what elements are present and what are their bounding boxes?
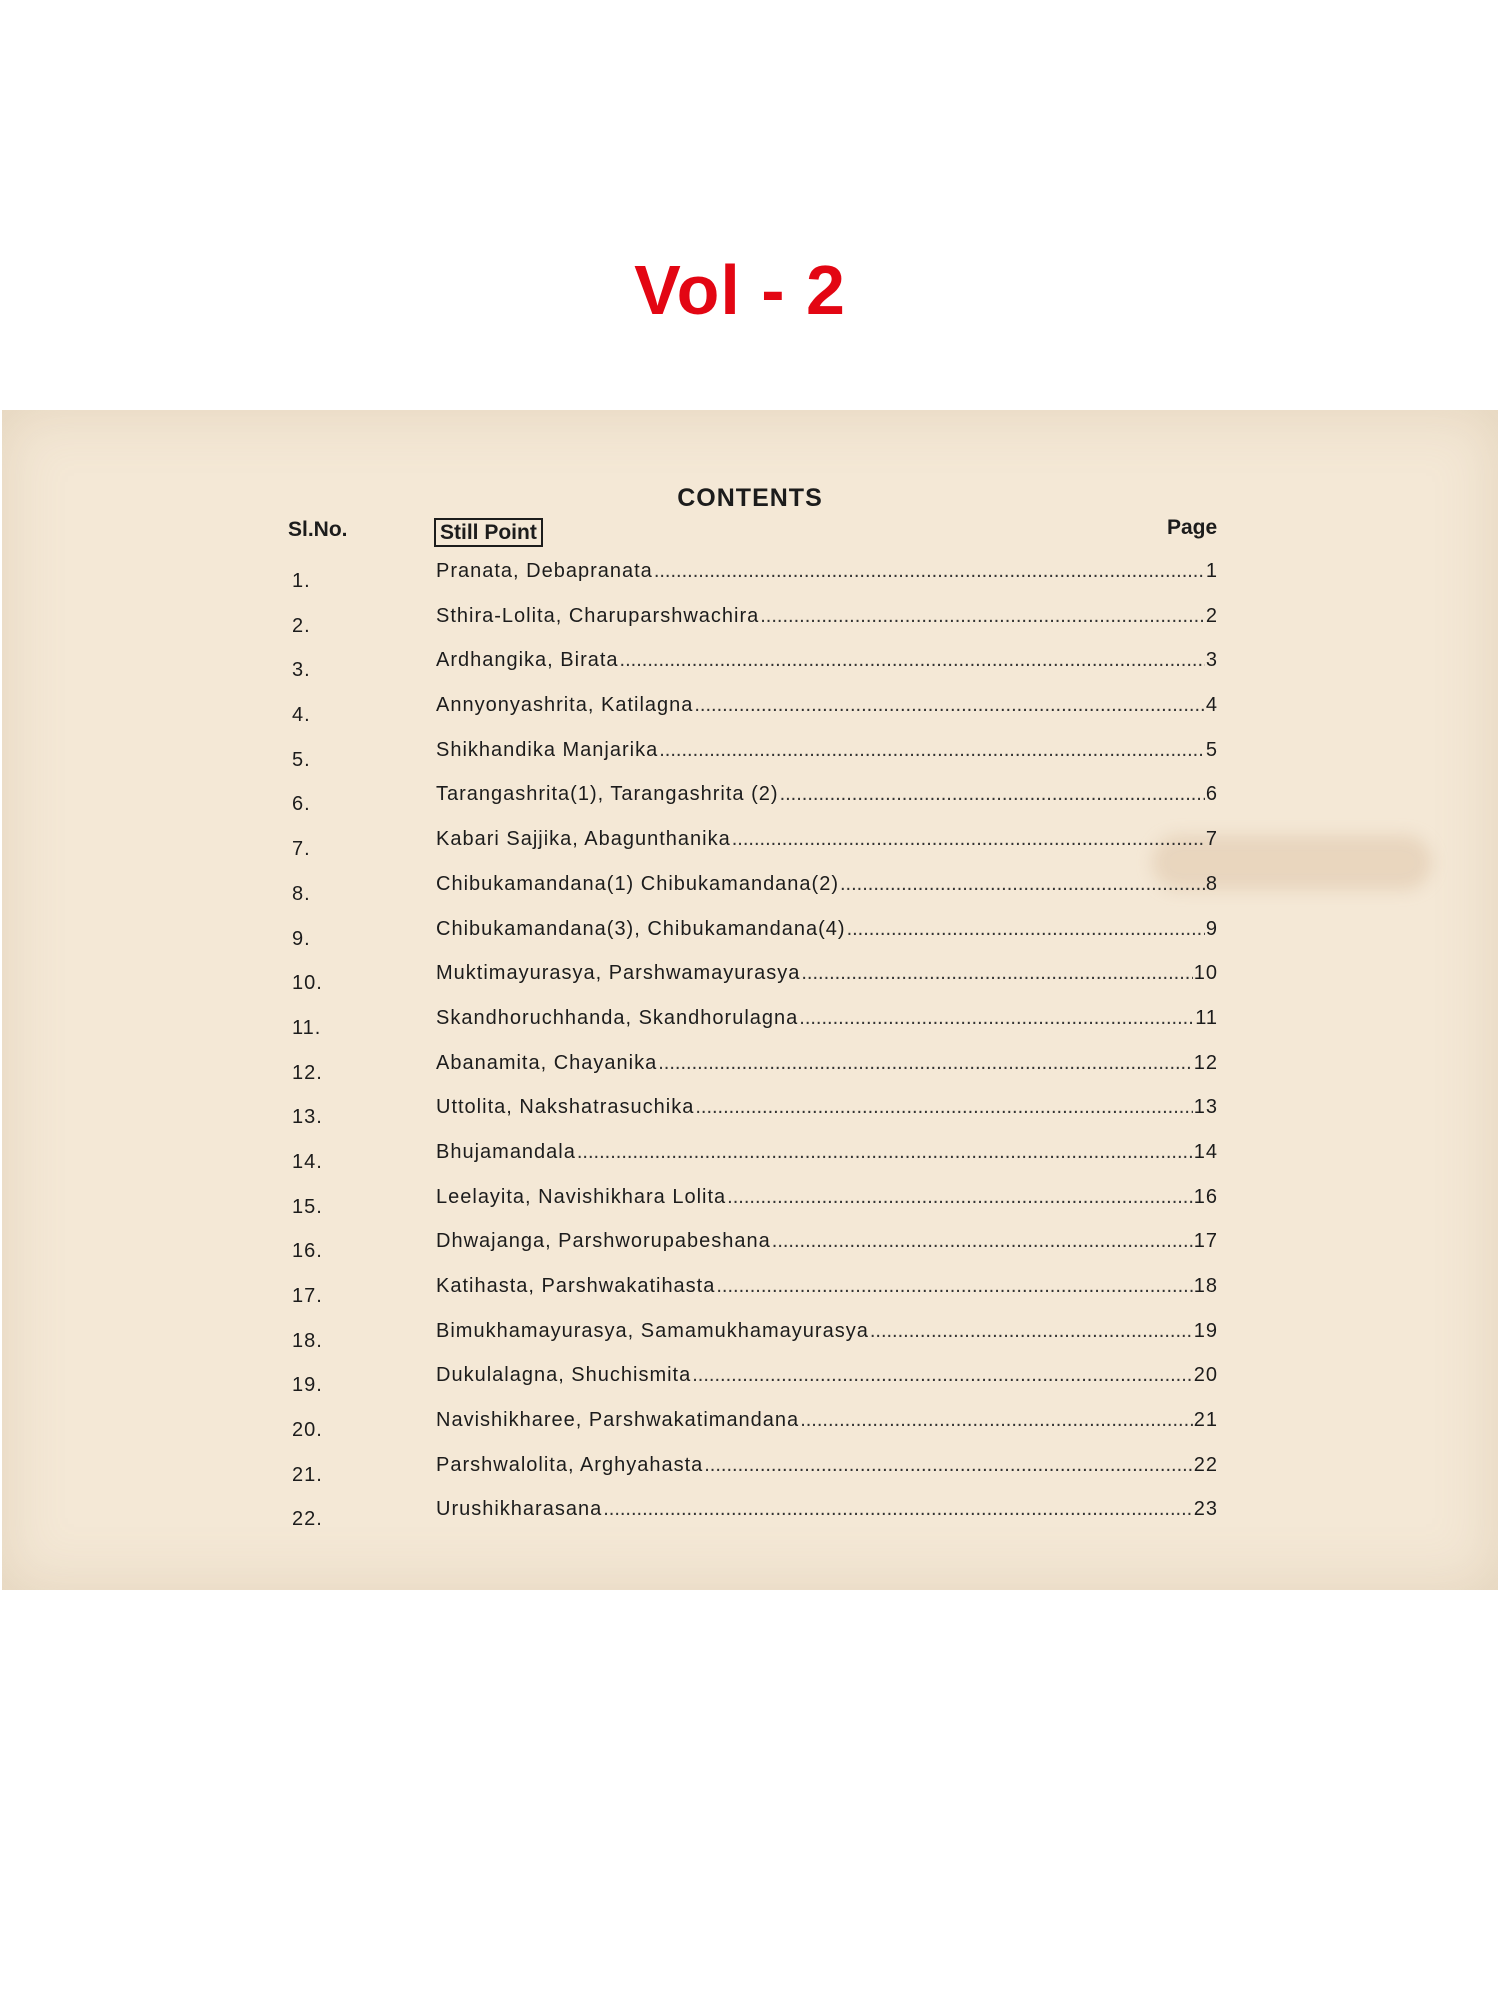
- entry-title: Shikhandika Manjarika: [436, 738, 659, 761]
- entry-number: 13.: [292, 1106, 323, 1129]
- entry-page-number: 17: [1193, 1230, 1218, 1253]
- entry-title: Chibukamandana(1) Chibukamandana(2): [436, 872, 839, 895]
- entry-title: Pranata, Debapranata: [436, 560, 653, 582]
- entry-page-number: 13: [1193, 1096, 1218, 1119]
- entry-line: [436, 694, 1218, 717]
- entry-page-number: 14: [1193, 1140, 1218, 1163]
- entry-page-number: 5: [1205, 738, 1218, 761]
- entry-title: Urushikharasana: [436, 1498, 603, 1521]
- entry-line: [436, 1454, 1218, 1477]
- entry-page-number: 1: [1205, 560, 1218, 582]
- entry-page-number: 21: [1193, 1409, 1218, 1432]
- entry-number: 10.: [292, 972, 323, 995]
- entry-page-number: 23: [1193, 1498, 1218, 1521]
- contents-entry: [2, 1496, 1498, 1541]
- entry-title: Bimukhamayurasya, Samamukhamayurasya: [436, 1319, 869, 1342]
- entry-title: Leelayita, Navishikhara Lolita: [436, 1185, 727, 1208]
- entry-page-number: 9: [1205, 917, 1218, 940]
- entry-line: [436, 783, 1218, 806]
- entry-line: [436, 1141, 1218, 1164]
- dot-leader: [695, 1096, 1192, 1119]
- entry-page-number: 19: [1193, 1319, 1218, 1342]
- dot-leader: [704, 1454, 1193, 1477]
- entry-number: 7.: [292, 838, 311, 861]
- entry-title: Bhujamandala: [436, 1140, 576, 1163]
- contents-entry: [2, 692, 1498, 737]
- dot-leader: [801, 962, 1192, 985]
- entry-number: 18.: [292, 1329, 323, 1352]
- entry-number: 19.: [292, 1374, 323, 1397]
- dot-leader: [716, 1275, 1192, 1298]
- dot-leader: [732, 828, 1205, 851]
- entry-page-number: 3: [1205, 649, 1218, 672]
- entry-title: Uttolita, Nakshatrasuchika: [436, 1096, 695, 1119]
- entry-title: Parshwalolita, Arghyahasta: [436, 1453, 704, 1476]
- dot-leader: [799, 1007, 1194, 1030]
- entry-number: 9.: [292, 927, 311, 950]
- entry-title: Skandhoruchhanda, Skandhorulagna: [436, 1006, 799, 1029]
- dot-leader: [840, 873, 1205, 896]
- entry-line: [436, 918, 1218, 941]
- entry-line: [436, 649, 1218, 672]
- contents-entry: [2, 1407, 1498, 1452]
- entry-page-number: 2: [1205, 604, 1218, 627]
- entry-title: Dhwajanga, Parshworupabeshana: [436, 1230, 771, 1253]
- dot-leader: [870, 1320, 1193, 1343]
- entry-number: 22.: [292, 1508, 323, 1531]
- entry-number: 21.: [292, 1463, 323, 1486]
- entry-number: 1.: [292, 570, 311, 592]
- entry-line: [436, 1498, 1218, 1521]
- entry-number: 6.: [292, 793, 311, 816]
- entry-page-number: 11: [1195, 1006, 1218, 1029]
- dot-leader: [847, 918, 1205, 941]
- contents-page-scan: [2, 410, 1498, 1590]
- entry-line: [436, 1364, 1218, 1387]
- dot-leader: [727, 1186, 1193, 1209]
- column-header-slno: Sl.No.: [288, 518, 348, 541]
- entry-line: [436, 605, 1218, 628]
- entry-title: Tarangashrita(1), Tarangashrita (2): [436, 783, 779, 806]
- entry-line: [436, 1186, 1218, 1209]
- dot-leader: [658, 1052, 1193, 1075]
- entry-number: 16.: [292, 1240, 323, 1263]
- contents-entry: [2, 1228, 1498, 1273]
- entry-number: 11.: [292, 1016, 322, 1039]
- contents-entry: [2, 826, 1498, 871]
- entry-number: 3.: [292, 659, 311, 682]
- entry-page-number: 4: [1205, 694, 1218, 717]
- dot-leader: [800, 1409, 1193, 1432]
- column-header-still-point: Still Point: [434, 518, 543, 547]
- contents-entry: [2, 1184, 1498, 1229]
- entry-title: Chibukamandana(3), Chibukamandana(4): [436, 917, 846, 940]
- contents-entry: [2, 1362, 1498, 1407]
- contents-entry: [2, 603, 1498, 648]
- entry-line: [436, 1275, 1218, 1298]
- entry-line: [436, 873, 1218, 896]
- entry-line: [436, 962, 1218, 985]
- entry-page-number: 8: [1205, 872, 1218, 895]
- entry-page-number: 22: [1193, 1453, 1218, 1476]
- entry-number: 17.: [292, 1285, 323, 1307]
- entry-title: Abanamita, Chayanika: [436, 1051, 658, 1074]
- dot-leader: [692, 1364, 1193, 1387]
- contents-entry: [2, 871, 1498, 916]
- entry-line: [436, 560, 1218, 583]
- entry-line: [436, 1096, 1218, 1119]
- entry-page-number: 18: [1193, 1275, 1218, 1297]
- entry-line: [436, 1230, 1218, 1253]
- contents-entry: [2, 916, 1498, 961]
- entry-number: 4.: [292, 704, 311, 727]
- entry-line: [436, 828, 1218, 851]
- entry-line: [436, 1320, 1218, 1343]
- contents-title: CONTENTS: [677, 484, 823, 512]
- contents-entry: [2, 1273, 1498, 1318]
- entry-line: [436, 1052, 1218, 1075]
- entry-number: 20.: [292, 1419, 323, 1442]
- contents-entry: [2, 737, 1498, 782]
- entry-page-number: 7: [1205, 828, 1218, 851]
- contents-entry: [2, 558, 1498, 603]
- dot-leader: [654, 560, 1205, 583]
- entry-line: [436, 739, 1218, 762]
- contents-entry: [2, 1452, 1498, 1497]
- entry-title: Navishikharee, Parshwakatimandana: [436, 1409, 800, 1432]
- entry-title: Dukulalagna, Shuchismita: [436, 1364, 692, 1387]
- entry-number: 15.: [292, 1195, 323, 1218]
- dot-leader: [603, 1498, 1193, 1521]
- entry-page-number: 16: [1193, 1185, 1218, 1208]
- entry-number: 8.: [292, 882, 311, 905]
- entry-page-number: 10: [1193, 962, 1218, 985]
- dot-leader: [760, 605, 1205, 628]
- entry-title: Sthira-Lolita, Charuparshwachira: [436, 604, 760, 627]
- contents-entry: [2, 960, 1498, 1005]
- entry-line: [436, 1007, 1218, 1030]
- entry-title: Katihasta, Parshwakatihasta: [436, 1275, 716, 1297]
- entry-title: Kabari Sajjika, Abagunthanika: [436, 828, 731, 851]
- volume-heading: Vol - 2: [634, 251, 846, 329]
- dot-leader: [694, 694, 1205, 717]
- contents-list: [2, 558, 1498, 1541]
- column-header-page: Page: [1167, 516, 1218, 539]
- contents-entry: [2, 1094, 1498, 1139]
- entry-line: [436, 1409, 1218, 1432]
- entry-number: 5.: [292, 748, 311, 771]
- dot-leader: [577, 1141, 1193, 1164]
- dot-leader: [780, 783, 1205, 806]
- entry-number: 2.: [292, 614, 311, 637]
- entry-title: Ardhangika, Birata: [436, 649, 619, 672]
- entry-page-number: 12: [1193, 1051, 1218, 1074]
- contents-entry: [2, 1318, 1498, 1363]
- contents-entry: [2, 781, 1498, 826]
- entry-title: Annyonyashrita, Katilagna: [436, 694, 694, 717]
- contents-entry: [2, 1005, 1498, 1050]
- contents-entry: [2, 1050, 1498, 1095]
- contents-entry: [2, 1139, 1498, 1184]
- entry-page-number: 6: [1205, 783, 1218, 806]
- dot-leader: [659, 739, 1205, 762]
- entry-title: Muktimayurasya, Parshwamayurasya: [436, 962, 801, 985]
- entry-page-number: 20: [1193, 1364, 1218, 1387]
- contents-entry: [2, 647, 1498, 692]
- entry-number: 12.: [292, 1061, 323, 1084]
- entry-number: 14.: [292, 1150, 323, 1173]
- dot-leader: [772, 1230, 1193, 1253]
- dot-leader: [620, 649, 1205, 672]
